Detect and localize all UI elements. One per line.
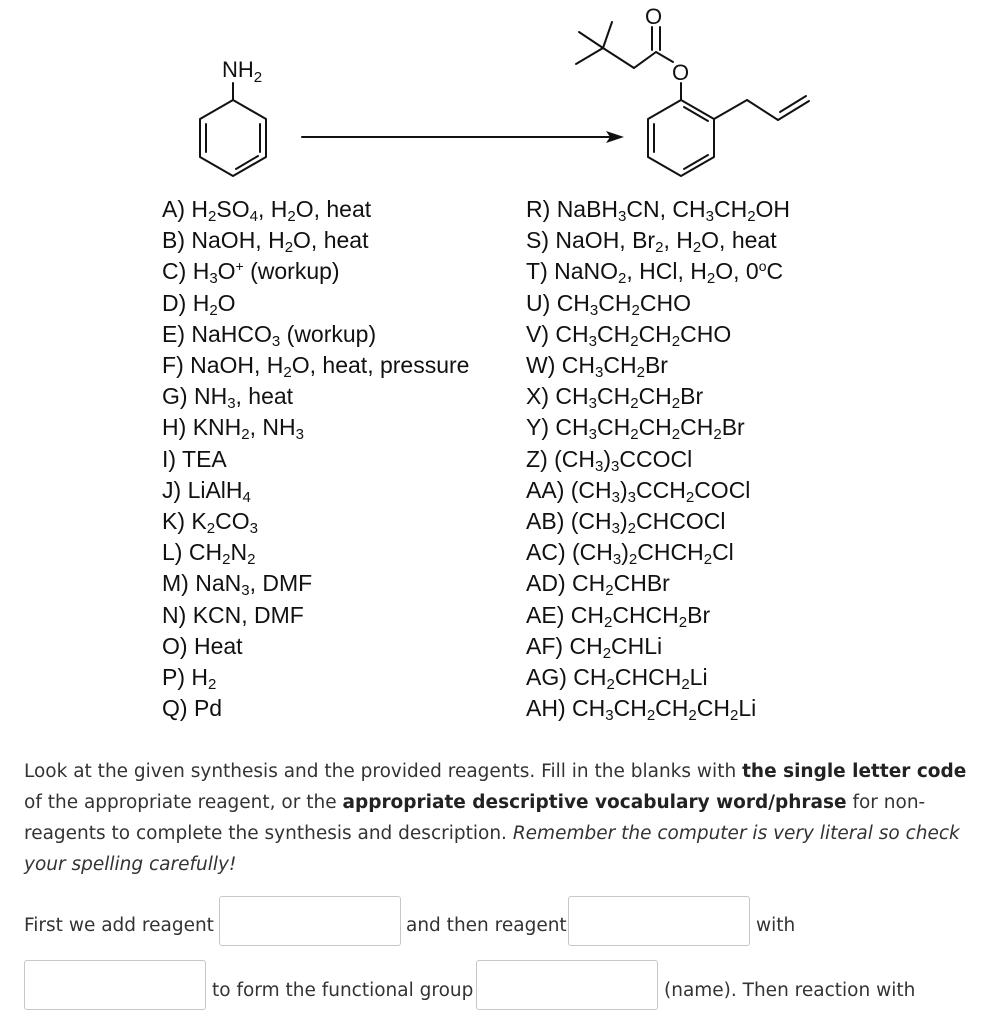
reagent-formula-part: 2 <box>703 551 713 569</box>
reagent-formula-part: 3 <box>618 208 627 225</box>
reagent-formula-part: 3 <box>612 551 622 569</box>
reagent-formula-part: SO <box>216 196 250 222</box>
reagent-letter: AG <box>526 664 560 691</box>
reagent-l: L) $CH_2N_2$ <box>162 539 256 569</box>
reagent-formula-part: H <box>191 664 209 691</box>
reagent-v: V) $CH_3CH_2CH_2CHO$ <box>526 320 732 350</box>
reagent-formula-part: 2 <box>630 395 639 413</box>
reagent-formula-part: , heat <box>235 383 294 410</box>
reagent-formula-part: 2 <box>685 488 695 506</box>
reagent-formula-part: 2 <box>681 676 690 694</box>
reagent-i: I) TEA <box>162 445 227 472</box>
reagent-formula-part: (CH <box>570 476 612 503</box>
reagent-formula-part: (CH <box>554 445 596 472</box>
reagent-formula-part: CHCOCl <box>636 508 726 535</box>
reagent-letter: K <box>162 508 178 535</box>
reagent-list-left <box>162 194 469 724</box>
reagent-formula-part: CH <box>613 695 647 722</box>
reagent-formula-part: 2 <box>283 364 292 382</box>
reagent-formula-part: CCH <box>636 476 686 503</box>
reagent-formula-part: 2 <box>692 239 702 257</box>
reagent-formula-part: Li <box>689 664 708 691</box>
reagent-ag: AG) $CH_2CHCH_2Li$ <box>526 664 708 694</box>
reagent-formula-part: CH <box>680 414 714 441</box>
reagent-letter: AC <box>526 539 558 566</box>
reagent-formula-part: 3 <box>705 208 714 225</box>
reagent-formula-part: Br <box>680 383 704 410</box>
reagent-formula-part: NaN <box>195 570 242 597</box>
reagent-ae: AE) $CH_2CHCH_2Br$ <box>526 601 711 631</box>
reagent-letter: Q <box>162 695 180 722</box>
reagent-formula-part: CH <box>638 320 672 347</box>
reagent-ac: AC) $(CH_3)_2CHCH_2Cl$ <box>526 539 734 569</box>
reagent-formula-part: O <box>217 289 236 316</box>
reagent-formula-part: Br <box>687 601 711 628</box>
reagent-formula-part: CH <box>696 695 730 722</box>
reagent-formula-part: COCl <box>694 476 751 503</box>
reagent-formula-part: N <box>230 539 248 566</box>
reagent-letter: A <box>162 196 178 222</box>
reagent-formula-part: 3 <box>271 332 281 350</box>
reagent-formula-part: O, 0 <box>715 258 759 285</box>
reagent-letter: AB <box>526 508 557 535</box>
reagent-a: A) $H_2SO_4$, $H_2O$, heat <box>162 196 372 225</box>
reagent-formula-part: CHO <box>639 289 691 316</box>
blank-third-reagent[interactable] <box>24 960 206 1010</box>
reagent-letter: X <box>526 383 542 410</box>
reagent-w: W) $CH_3CH_2Br$ <box>526 352 668 382</box>
reagent-formula-part: CHO <box>680 320 732 347</box>
reagent-formula-part: o <box>758 258 767 275</box>
reagent-formula-part: KCN, DMF <box>192 601 304 628</box>
reagent-formula-part: CH <box>596 320 631 347</box>
reagent-formula-part: Heat <box>193 632 243 659</box>
reagent-formula-part: 3 <box>627 488 636 506</box>
reagent-formula-part: CH <box>555 383 589 410</box>
reagent-formula-part: 2 <box>630 332 639 350</box>
reagent-formula-part: CH <box>572 570 606 597</box>
reagent-formula-part: 2 <box>209 301 218 319</box>
reagent-formula-part: 2 <box>713 426 722 444</box>
reagent-letter: L <box>162 539 175 566</box>
reagent-formula-part: CH <box>561 352 596 379</box>
reagent-formula-part: CH <box>556 289 590 316</box>
reagent-letter: V <box>526 320 542 347</box>
reagent-r: R) NaBH$_3$CN, $CH_3CH_2OH$ <box>526 196 791 225</box>
reagent-aa: AA) $(CH_3)_3CCH_2COCl$ <box>526 476 751 506</box>
reagent-formula-part: 3 <box>595 364 604 382</box>
reagent-formula-part: 2 <box>671 395 681 413</box>
reagent-formula-part: , H <box>257 196 288 222</box>
reagent-formula-part: NH <box>193 383 228 410</box>
reagent-formula-part: 2 <box>747 208 756 225</box>
reagent-formula-part: NaOH, Br <box>555 227 656 254</box>
reagent-formula-part: 2 <box>284 239 294 257</box>
reagent-j: J) LiAlH$_4$ <box>162 476 251 506</box>
reagent-formula-part: 2 <box>688 707 697 725</box>
reagent-formula-part: CH <box>596 383 631 410</box>
reagent-e: E) NaHCO$_3$ (workup) <box>162 320 377 350</box>
reagent-letter: AE <box>526 601 557 628</box>
reagent-formula-part: 2 <box>671 426 681 444</box>
reagent-list-right <box>526 194 790 724</box>
reagent-formula-part: CH <box>569 632 603 659</box>
blank-second-reagent[interactable] <box>568 896 750 946</box>
reagent-formula-part: 3 <box>611 520 620 538</box>
reagent-formula-part: Br <box>644 352 668 379</box>
reagent-formula-part: KNH <box>192 414 242 441</box>
reagent-z: Z) $(CH_3)_3CCOCl$ <box>526 445 693 475</box>
reagent-formula-part: (CH <box>572 539 613 566</box>
reagent-letter: AH <box>526 695 558 722</box>
reagent-letter: I <box>162 445 169 472</box>
reagent-formula-part: CH <box>188 539 223 566</box>
reagent-formula-part: CH <box>596 414 631 441</box>
reagent-letter: P <box>162 664 178 691</box>
reagent-formula-part: CCOCl <box>619 445 693 472</box>
reagent-formula-part: 3 <box>589 301 599 319</box>
reagent-formula-part: 3 <box>241 582 250 600</box>
reagent-formula-part: ) <box>619 508 628 535</box>
reagent-formula-part: OH <box>755 196 791 222</box>
reagent-letter: AA <box>526 476 557 503</box>
reagent-letter: E <box>162 320 178 347</box>
reagent-c: C) $H_3O^+$ (workup) <box>162 258 340 288</box>
reagent-formula-part: CHCH <box>614 664 682 691</box>
reagent-formula-part: ) <box>619 476 628 503</box>
reagent-formula-part: 3 <box>595 457 604 475</box>
reagent-formula-part: 2 <box>222 551 231 569</box>
reagent-formula-part: 3 <box>249 520 258 538</box>
reagent-letter: J <box>162 476 174 503</box>
reagent-formula-part: 3 <box>588 332 597 350</box>
reagent-formula-part: 2 <box>655 239 664 257</box>
reagent-formula-part: 3 <box>605 707 614 725</box>
carbonyl-oxygen-label: O <box>645 4 663 29</box>
reagent-formula-part: 4 <box>242 488 251 506</box>
reagent-formula-part: 4 <box>249 208 258 225</box>
instructions-text-2: of the appropriate reagent, or the <box>24 792 343 813</box>
reagent-letter: F <box>162 352 177 379</box>
reagent-formula-part: Cl <box>712 539 734 566</box>
reagent-formula-part: , H <box>663 227 693 254</box>
label-first-reagent: First we add reagent <box>24 915 214 936</box>
reagent-formula-part: 2 <box>247 551 256 569</box>
reagent-formula-part: 2 <box>678 613 688 631</box>
reagent-g: G) $NH_3$, heat <box>162 383 294 413</box>
reagent-formula-part: H <box>191 196 209 222</box>
reagent-letter: N <box>162 601 179 628</box>
product-structure <box>576 22 809 176</box>
reagent-formula-part: 2 <box>618 270 627 288</box>
reagent-formula-part: O, heat <box>293 227 369 254</box>
reagent-formula-part: CHBr <box>613 570 670 597</box>
reagent-formula-part: CH <box>638 383 672 410</box>
instructions-paragraph <box>24 756 974 880</box>
reagent-formula-part: , DMF <box>249 570 313 597</box>
reagent-formula-part: CHCH <box>612 601 679 628</box>
reagent-formula-part: ) <box>621 539 629 566</box>
reagent-letter: O <box>162 632 180 659</box>
reagent-formula-part: (CH <box>570 508 612 535</box>
reagent-letter: AD <box>526 570 558 597</box>
reagent-formula-part: 2 <box>630 426 639 444</box>
reagent-letter: T <box>526 258 541 285</box>
blank-functional-group-name[interactable] <box>476 960 658 1010</box>
reagent-formula-part: O, heat <box>701 227 777 254</box>
reagent-formula-part: 2 <box>636 364 645 382</box>
reagent-af: AF) $CH_2CHLi$ <box>526 632 663 662</box>
reagent-formula-part: 3 <box>611 457 620 475</box>
reagent-formula-part: , NH <box>249 414 296 441</box>
ester-oxygen-label: O <box>672 60 690 85</box>
reagent-formula-part: , HCl, H <box>626 258 707 285</box>
reagent-formula-part: NaBH <box>556 196 619 222</box>
instructions-text-3: for non-reagents to complete the synthesis and description. <box>24 792 926 844</box>
instructions-bold-1: the single letter code <box>742 761 967 782</box>
reagent-letter: M <box>162 570 182 597</box>
reagent-formula-part: CHLi <box>611 632 663 659</box>
reagent-formula-part: 3 <box>588 426 597 444</box>
reagent-letter: W <box>526 352 548 379</box>
blank-first-reagent[interactable] <box>219 896 401 946</box>
reagent-formula-part: CH <box>713 196 748 222</box>
reagent-formula-part: 2 <box>729 707 739 725</box>
reagent-formula-part: H <box>192 289 210 316</box>
reagent-k: K) $K_2CO_3$ <box>162 508 258 538</box>
reagent-formula-part: 3 <box>611 488 620 506</box>
reagent-t: T) NaNO$_2$, HCl, $H_2O$, 0$^o$C <box>526 258 784 288</box>
reagent-formula-part: CHCH <box>637 539 704 566</box>
reagent-formula-part: CH <box>655 695 689 722</box>
reagent-formula-part: H <box>192 258 210 285</box>
reagent-formula-part: 2 <box>706 270 716 288</box>
reagent-formula-part: 2 <box>671 332 681 350</box>
reagent-letter: C <box>162 258 179 285</box>
reagent-letter: Z <box>526 445 541 472</box>
reagent-formula-part: CH <box>573 664 607 691</box>
reagent-b: B) NaOH, $H_2O$, heat <box>162 227 369 257</box>
reagent-formula-part: NaNO <box>554 258 619 285</box>
reagent-formula-part: 2 <box>603 613 613 631</box>
reagent-d: D) $H_2O$ <box>162 289 236 319</box>
reagent-formula-part: CH <box>555 320 589 347</box>
reagent-formula-part: 2 <box>208 208 217 225</box>
aniline-structure <box>200 83 266 176</box>
amine-label: $NH_2$ <box>222 57 263 86</box>
instructions-italic-note: Remember the computer is very literal so check your spelling carefully! <box>24 823 960 875</box>
reagent-formula-part: 3 <box>227 395 236 413</box>
label-form-functional-group: to form the functional group <box>212 980 474 1001</box>
reagent-u: U) $CH_3CH_2CHO$ <box>526 289 691 319</box>
reagent-formula-part: O, heat, pressure <box>291 352 470 379</box>
reagent-h: H) $KNH_2$, $NH_3$ <box>162 414 304 444</box>
reagent-letter: S <box>526 227 542 254</box>
reagent-q: Q) Pd <box>162 695 223 722</box>
reagent-y: Y) $CH_3CH_2CH_2CH_2Br$ <box>526 414 745 444</box>
label-then-reagent: and then reagent <box>406 915 567 936</box>
reagent-letter: R <box>526 196 543 222</box>
reagent-f: F) NaOH, $H_2O$, heat, pressure <box>162 352 470 382</box>
reagent-letter: U <box>526 289 543 316</box>
reagent-letter: AF <box>526 632 556 659</box>
label-with: with <box>756 915 796 936</box>
reagent-formula-part: K <box>191 508 207 535</box>
reagent-p: P) $H_2$ <box>162 664 217 694</box>
reagent-formula-part: 2 <box>631 301 640 319</box>
label-name-then-reaction: (name). Then reaction with <box>664 980 916 1001</box>
reagent-formula-part: 2 <box>208 676 217 694</box>
reagent-formula-part: 2 <box>605 582 614 600</box>
instructions-text-1: Look at the given synthesis and the provided reagents. Fill in the blanks with <box>24 761 743 782</box>
instructions-bold-2: appropriate descriptive vocabulary word/phrase <box>342 792 847 813</box>
reaction-scheme <box>0 0 991 190</box>
reagent-formula-part: O, heat <box>295 196 372 222</box>
reagent-letter: D <box>162 289 179 316</box>
reagent-formula-part: TEA <box>182 445 227 472</box>
reagent-formula-part: 2 <box>602 644 612 662</box>
reagent-o: O) Heat <box>162 632 243 659</box>
reagent-formula-part: CH <box>603 352 637 379</box>
reagent-formula-part: 3 <box>295 426 304 444</box>
reagent-letter: G <box>162 383 180 410</box>
reagent-formula-part: NaHCO <box>191 320 272 347</box>
reagent-letter: Y <box>526 414 542 441</box>
reagent-ah: AH) $CH_3CH_2CH_2CH_2Li$ <box>526 695 757 725</box>
reagent-n: N) KCN, DMF <box>162 601 304 628</box>
reagent-formula-part: 2 <box>628 551 638 569</box>
reagent-formula-part: (workup) <box>243 258 340 285</box>
reagent-formula-part: LiAlH <box>187 476 243 503</box>
reagent-formula-part: ) <box>603 445 612 472</box>
reagent-formula-part: Br <box>721 414 745 441</box>
reagent-formula-part: CH <box>570 601 604 628</box>
reagent-formula-part: 2 <box>287 208 296 225</box>
reagent-formula-part: 3 <box>209 270 218 288</box>
reagent-formula-part: 2 <box>646 707 656 725</box>
reagent-formula-part: 2 <box>241 426 250 444</box>
reagent-formula-part: NaOH, H <box>191 227 285 254</box>
reagent-formula-part: (workup) <box>280 320 377 347</box>
reagent-ad: AD) $CH_2CHBr$ <box>526 570 670 600</box>
reagent-formula-part: 2 <box>606 676 615 694</box>
reagent-m: M) NaN$_3$, DMF <box>162 570 313 600</box>
reagent-s: S) NaOH, $Br_2$, $H_2O$, heat <box>526 227 777 257</box>
reagent-formula-part: CH <box>555 414 589 441</box>
reagent-x: X) $CH_3CH_2CH_2Br$ <box>526 383 704 413</box>
reagent-formula-part: CH <box>572 695 606 722</box>
reagent-formula-part: CO <box>215 508 250 535</box>
reagent-formula-part: 2 <box>627 520 636 538</box>
reagent-letter: B <box>162 227 178 254</box>
reagent-formula-part: O <box>217 258 236 285</box>
reagent-formula-part: Li <box>738 695 757 722</box>
reagent-formula-part: Pd <box>193 695 223 722</box>
reagent-letter: H <box>162 414 179 441</box>
reagent-formula-part: CN, CH <box>626 196 706 222</box>
reagent-formula-part: CH <box>598 289 632 316</box>
reagent-formula-part: + <box>235 258 244 275</box>
reagent-formula-part: C <box>766 258 784 285</box>
reagent-formula-part: 2 <box>206 520 216 538</box>
reagent-formula-part: 3 <box>588 395 597 413</box>
reagent-formula-part: CH <box>638 414 672 441</box>
reagent-formula-part: NaOH, H <box>190 352 284 379</box>
reagent-ab: AB) $(CH_3)_2CHCOCl$ <box>526 508 726 538</box>
